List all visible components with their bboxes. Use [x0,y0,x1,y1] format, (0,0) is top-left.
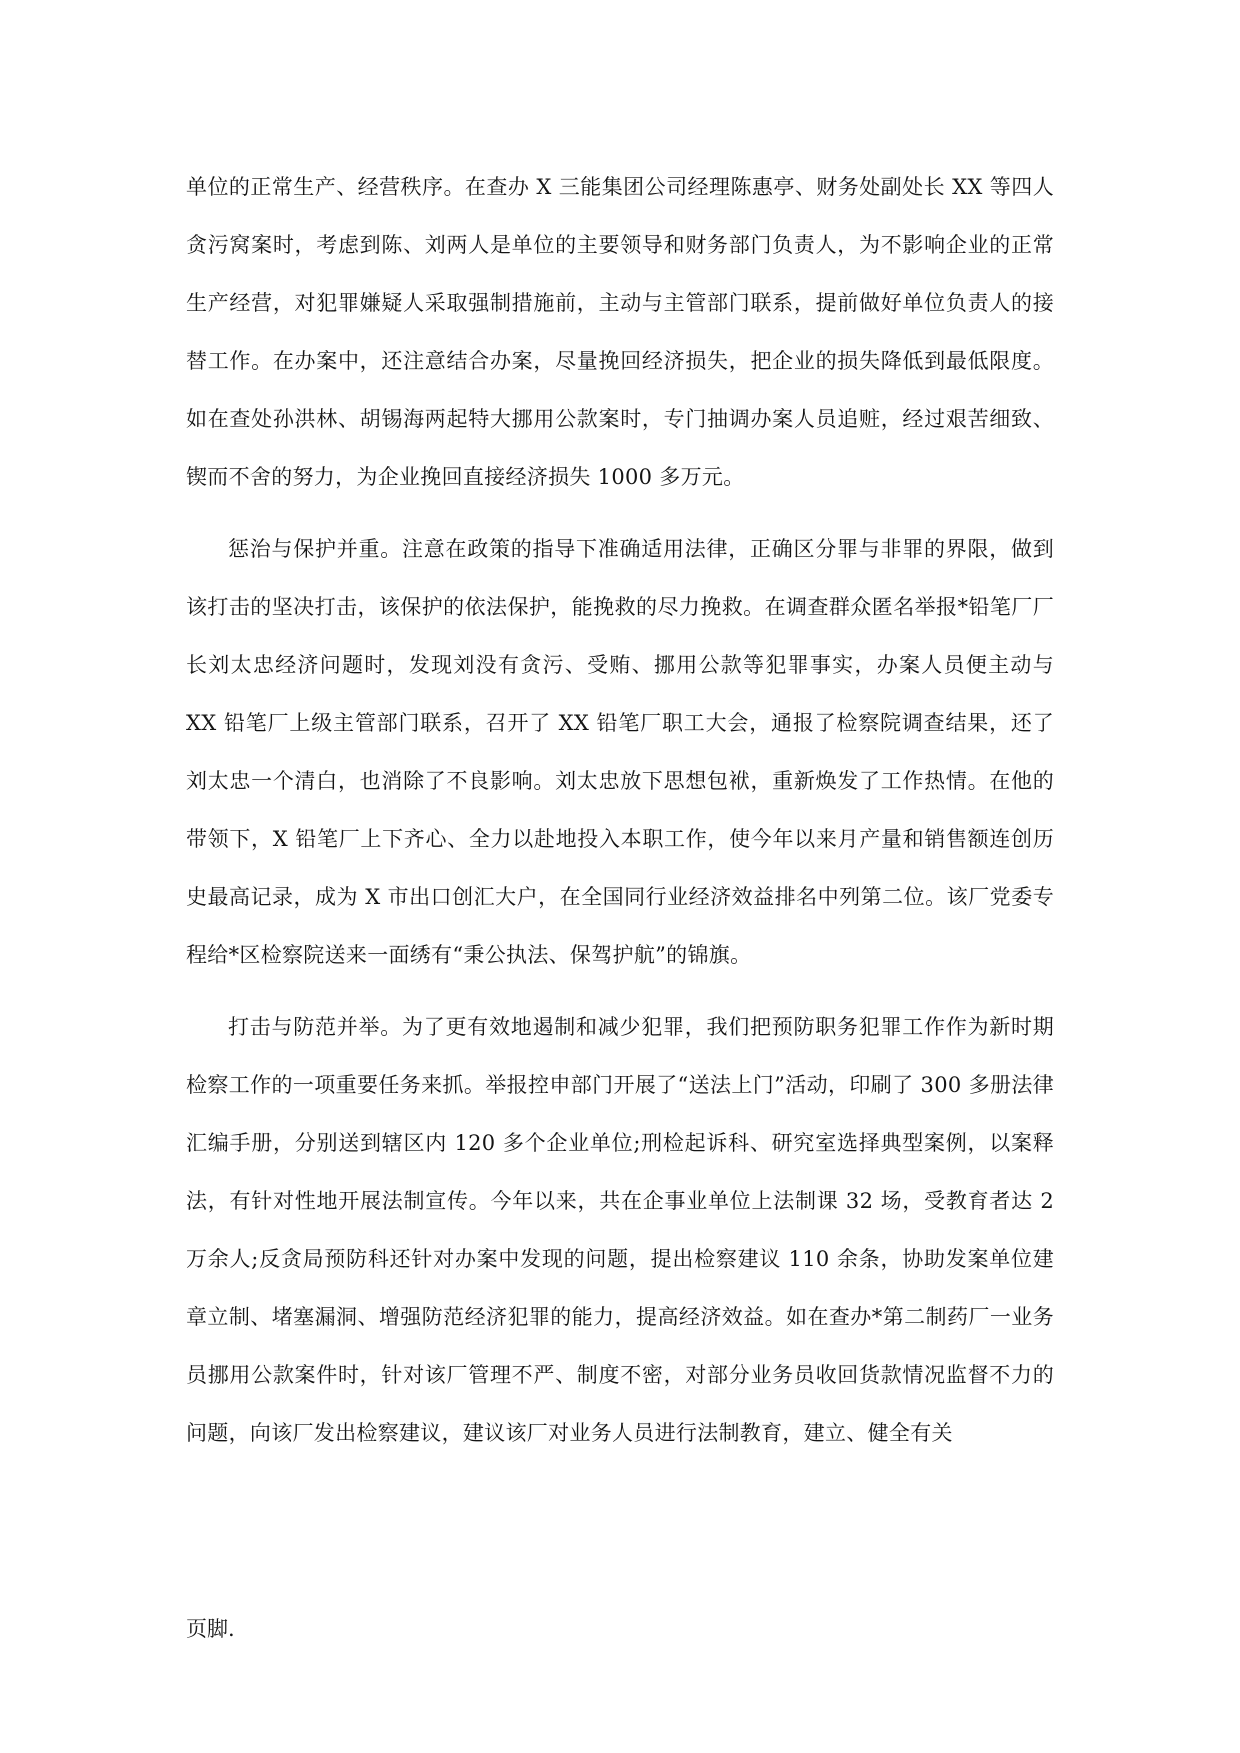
paragraph-2: 惩治与保护并重。注意在政策的指导下准确适用法律，正确区分罪与非罪的界限，做到该打击的坚决打击，该保护的依法保护，能挽救的尽力挽救。在调查群众匿名举报*铅笔厂厂长刘太忠经济问题时，发现刘没有贪污、受贿、挪用公款等犯罪事实，办案人员便主动与 XX 铅笔厂上级主管部门联系，召开了 XX 铅笔厂职工大会，通报了检察院调查结果，还了刘太忠一个清白，也消除了不良影响。刘太忠放下思想包袱，重新焕发了工作热情。在他的带领下，X 铅笔厂上下齐心、全力以赴地投入本职工作，使今年以来月产量和销售额连创历史最高记录，成为 X 市出口创汇大户，在全国同行业经济效益排名中列第二位。该厂党委专程给*区检察院送来一面绣有“秉公执法、保驾护航”的锦旗。 [186,537,1054,967]
page-footer: 页脚. [186,1617,235,1641]
paragraph-3: 打击与防范并举。为了更有效地遏制和减少犯罪，我们把预防职务犯罪工作作为新时期检察工作的一项重要任务来抓。举报控申部门开展了“送法上门”活动，印刷了 300 多册法律汇编手册，分别送到辖区内 120 多个企业单位;刑检起诉科、研究室选择典型案例，以案释法，有针对性地开展法制宣传。今年以来，共在企事业单位上法制课 32 场，受教育者达 2 万余人;反贪局预防科还针对办案中发现的问题，提出检察建议 110 余条，协助发案单位建章立制、堵塞漏洞、增强防范经济犯罪的能力，提高经济效益。如在查办*第二制药厂一业务员挪用公款案件时，针对该厂管理不严、制度不密，对部分业务员收回货款情况监督不力的问题，向该厂发出检察建议，建议该厂对业务人员进行法制教育，建立、健全有关 [186,1015,1054,1445]
paragraph-1: 单位的正常生产、经营秩序。在查办 X 三能集团公司经理陈惠亭、财务处副处长 XX 等四人贪污窝案时，考虑到陈、刘两人是单位的主要领导和财务部门负责人，为不影响企业的正常生产经营，对犯罪嫌疑人采取强制措施前，主动与主管部门联系，提前做好单位负责人的接替工作。在办案中，还注意结合办案，尽量挽回经济损失，把企业的损失降低到最低限度。如在查处孙洪林、胡锡海两起特大挪用公款案时，专门抽调办案人员追赃，经过艰苦细致、锲而不舍的努力，为企业挽回直接经济损失 1000 多万元。 [186,175,1054,489]
body-text [186,158,1054,1476]
